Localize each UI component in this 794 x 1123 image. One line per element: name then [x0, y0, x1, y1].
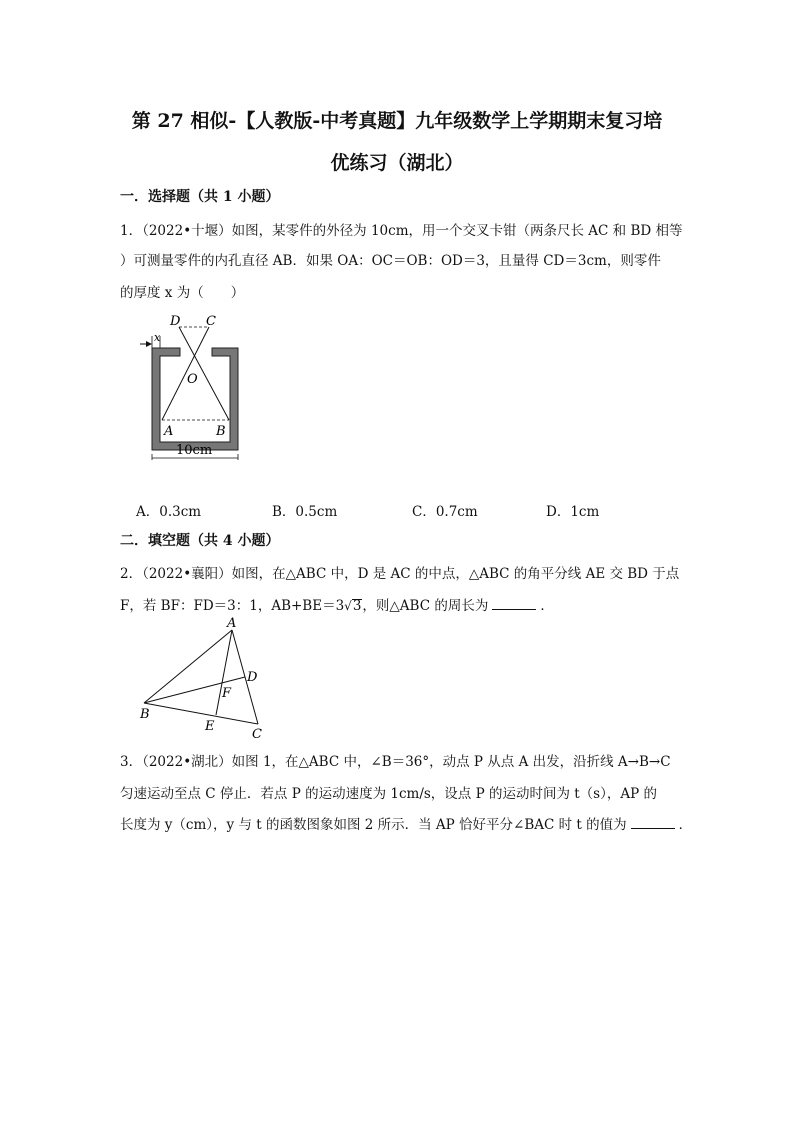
q2-figure-triangle: [136, 614, 276, 742]
q2-label-D: D: [247, 670, 258, 685]
section-heading-fill: 二．填空题（共 4 小题）: [120, 533, 280, 549]
q1-figure-caliper: [130, 308, 260, 468]
q1-label-x: x: [154, 331, 161, 344]
q1-option-c: C．0.7cm: [412, 504, 478, 520]
q1-label-B: B: [216, 424, 226, 439]
q1-option-a: A．0.3cm: [136, 504, 202, 520]
q1-label-D: D: [170, 314, 181, 329]
q3-line3-end: ．: [678, 817, 693, 833]
q1-option-d: D．1cm: [546, 504, 600, 520]
q3-text-line1: 3．（2022•湖北）如图 1，在△ABC 中，∠B＝36°，动点 P 从点 A 出发，沿折线 A→B→C: [120, 754, 671, 770]
q2-label-F: F: [222, 686, 232, 701]
q3-text-line3: [120, 813, 692, 833]
q1-label-A: A: [164, 424, 174, 439]
q2-text-line2: F，若 BF：FD＝3：1，AB+BE＝3√3，则△ABC 的周长为 ．: [120, 598, 554, 614]
doc-title-line1: 第 27 相似-【人教版-中考真题】九年级数学上学期期末复习培: [131, 110, 663, 132]
q2-label-E: E: [205, 719, 215, 734]
q2-sqrt-radicand: 3: [352, 598, 362, 614]
q1-text-line1: 1．（2022•十堰）如图，某零件的外径为 10cm，用一个交叉卡钳（两条尺长 AC 和 BD 相等: [120, 223, 683, 239]
q2-line2-post: ，则△ABC 的周长为: [362, 598, 489, 614]
doc-title-line2: 优练习（湖北）: [330, 152, 464, 174]
q1-label-O: O: [187, 372, 198, 387]
q2-line2-end: ．: [540, 598, 554, 614]
q1-text-line3: 的厚度 x 为（ ）: [120, 285, 245, 301]
q1-label-C: C: [206, 314, 216, 329]
q3-text-line2: 匀速运动至点 C 停止．若点 P 的运动速度为 1cm/s，设点 P 的运动时间为 t（s），AP 的: [120, 786, 657, 802]
q2-answer-blank: [492, 608, 536, 610]
section-heading-choice: 一．选择题（共 1 小题）: [120, 189, 280, 205]
q1-option-b: B．0.5cm: [272, 504, 338, 520]
q2-text-line1: 2．（2022•襄阳）如图，在△ABC 中，D 是 AC 的中点，△ABC 的角平分线 AE 交 BD 于点: [120, 566, 680, 582]
q2-line2-pre: F，若 BF：FD＝3：1，AB+BE＝3: [120, 598, 345, 614]
q2-label-A: A: [227, 616, 237, 631]
q3-answer-blank: [631, 827, 675, 829]
q1-label-width: 10cm: [176, 443, 213, 458]
q2-label-B: B: [140, 707, 150, 722]
q2-label-C: C: [252, 727, 262, 742]
q3-line3-pre: 长度为 y（cm），y 与 t 的函数图象如图 2 所示．当 AP 恰好平分∠BAC 时 t 的值为: [120, 817, 627, 833]
q1-text-line2: ）可测量零件的内孔直径 AB．如果 OA：OC＝OB：OD＝3，且量得 CD＝3cm，则零件: [120, 253, 661, 269]
